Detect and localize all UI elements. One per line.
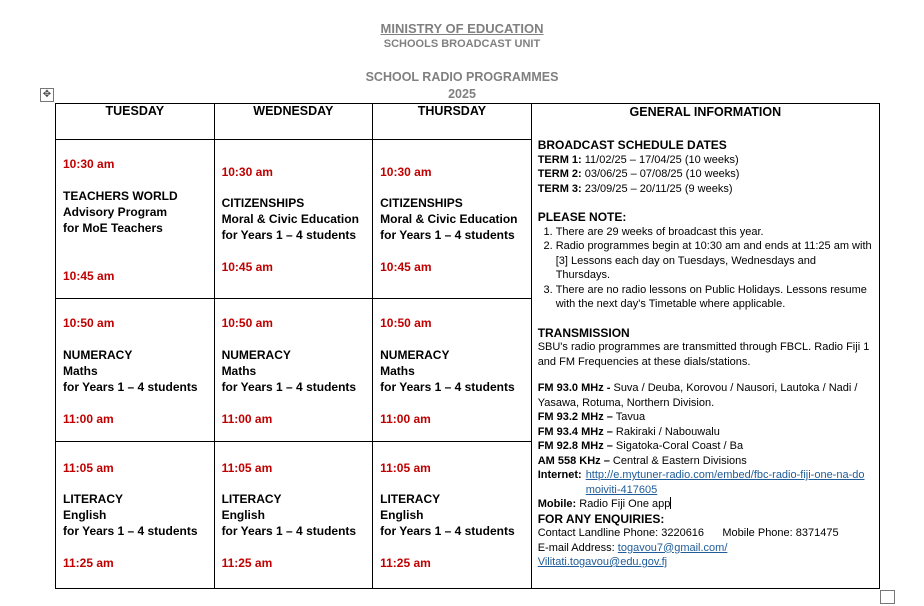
slot-subject: Advisory Program xyxy=(63,205,168,219)
slot-subject: English xyxy=(63,508,107,522)
slot-audience: for Years 1 – 4 students xyxy=(221,380,357,394)
slot-cell xyxy=(373,442,532,589)
slot-end-time: 11:25 am xyxy=(221,556,273,570)
station-line: FM 93.0 MHz - Suva / Deuba, Korovou / Nausori, Lautoka / Nadi / Yasawa, Rotuma, Northern Division. xyxy=(537,382,858,409)
slot-audience: for Years 1 – 4 students xyxy=(380,380,515,394)
slot-subject: English xyxy=(221,508,265,522)
slot-end-time: 11:25 am xyxy=(380,556,431,570)
slot-title: NUMERACY xyxy=(63,348,133,362)
table-resize-handle[interactable] xyxy=(880,590,895,604)
slot-end-time: 11:00 am xyxy=(63,412,114,426)
slot-subject: Maths xyxy=(380,364,415,378)
slot-subject: Moral & Civic Education xyxy=(221,212,359,226)
notes-list xyxy=(538,225,873,312)
internet-line: Internet: http://e.mytuner-radio.com/embed/fbc-radio-fiji-one-na-domoiviti-417605 xyxy=(538,468,873,497)
slot-audience: for Years 1 – 4 students xyxy=(380,228,515,242)
slot-audience: for Years 1 – 4 students xyxy=(63,380,198,394)
email-line-2 xyxy=(538,555,873,570)
contact-line: Contact Landline Phone: 3220616 Mobile Phone: 8371475 xyxy=(537,527,839,539)
slot-start-time: 11:05 am xyxy=(221,461,273,475)
enquiries-heading: FOR ANY ENQUIRIES: xyxy=(537,511,665,526)
schedule-table xyxy=(55,103,880,589)
schedule-dates-heading: BROADCAST SCHEDULE DATES xyxy=(537,138,727,152)
day-header-thursday: THURSDAY xyxy=(373,104,532,140)
slot-subject: Maths xyxy=(63,364,98,378)
station-line: AM 558 KHz – Central & Eastern Divisions xyxy=(537,454,747,467)
slot-subject: English xyxy=(380,508,424,522)
station-line: FM 93.2 MHz – Tavua xyxy=(537,411,646,423)
internet-link[interactable]: http://e.mytuner-radio.com/embed/fbc-radio-fiji-one-na-domoiviti-417605 xyxy=(585,469,865,496)
document-title: SCHOOL RADIO PROGRAMMES xyxy=(365,70,559,84)
station-line: FM 93.4 MHz – Rakiraki / Nabouwalu xyxy=(537,425,720,438)
slot-audience: for MoE Teachers xyxy=(63,221,163,235)
please-note-heading: PLEASE NOTE: xyxy=(537,210,627,224)
note-item: 1. There are 29 weeks of broadcast this year. xyxy=(556,225,873,240)
slot-end-time: 11:00 am xyxy=(380,412,431,426)
slot-audience: for Years 1 – 4 students xyxy=(63,524,198,538)
slot-title: NUMERACY xyxy=(380,348,450,362)
slot-audience: for Years 1 – 4 students xyxy=(221,524,357,538)
slot-start-time: 11:05 am xyxy=(380,461,431,475)
slot-cell xyxy=(214,442,373,589)
general-information-panel xyxy=(531,104,879,589)
slot-end-time: 10:45 am xyxy=(221,260,273,274)
slot-title: CITIZENSHIPS xyxy=(380,196,463,210)
slot-audience: for Years 1 – 4 students xyxy=(380,524,515,538)
slot-title: CITIZENSHIPS xyxy=(221,196,305,210)
slot-start-time: 10:30 am xyxy=(380,165,432,179)
slot-audience: for Years 1 – 4 students xyxy=(221,228,357,242)
slot-cell xyxy=(373,299,532,442)
slot-start-time: 10:50 am xyxy=(221,316,273,330)
slot-subject: Maths xyxy=(221,364,257,378)
day-header-tuesday: TUESDAY xyxy=(56,104,215,140)
table-move-handle-icon[interactable]: ✥ xyxy=(40,88,54,102)
slot-end-time: 11:00 am xyxy=(221,412,273,426)
email-line: E-mail Address: togavou7@gmail.com/ xyxy=(537,541,728,554)
transmission-heading: TRANSMISSION xyxy=(537,325,630,340)
email-link-1[interactable]: togavou7@gmail.com/ xyxy=(617,541,728,554)
ministry-title: MINISTRY OF EDUCATION xyxy=(380,21,544,36)
station-line: FM 92.8 MHz – Sigatoka-Coral Coast / Ba xyxy=(537,440,744,452)
term-line: TERM 2: 03/06/25 – 07/08/25 (10 weeks) xyxy=(537,168,740,180)
general-info-title: GENERAL INFORMATION xyxy=(629,105,782,119)
slot-title: NUMERACY xyxy=(221,348,291,362)
mobile-line: Mobile: Radio Fiji One app xyxy=(537,498,671,510)
slot-start-time: 11:05 am xyxy=(63,461,114,475)
slot-cell xyxy=(214,299,373,442)
email-link-2[interactable]: Vilitati.togavou@edu.gov.fj xyxy=(537,556,668,568)
slot-start-time: 10:30 am xyxy=(221,165,273,179)
slot-cell xyxy=(56,299,215,442)
day-header-wednesday: WEDNESDAY xyxy=(214,104,373,140)
slot-title: LITERACY xyxy=(221,492,282,506)
slot-title: LITERACY xyxy=(63,492,123,506)
slot-cell xyxy=(56,140,215,299)
slot-cell xyxy=(214,140,373,299)
slot-title: LITERACY xyxy=(380,492,441,506)
term-line: TERM 1: 11/02/25 – 17/04/25 (10 weeks) xyxy=(537,153,739,166)
text-cursor xyxy=(670,497,671,509)
slot-subject: Moral & Civic Education xyxy=(380,212,518,226)
note-item: 2. Radio programmes begin at 10:30 am and ends at 11:25 am with [3] Lessons each day on Tuesdays, Wednesdays and Thursdays. xyxy=(556,239,873,283)
unit-title: SCHOOLS BROADCAST UNIT xyxy=(383,38,541,50)
slot-start-time: 10:50 am xyxy=(63,316,115,330)
term-line: TERM 3: 23/09/25 – 20/11/25 (9 weeks) xyxy=(537,182,733,195)
slot-end-time: 10:45 am xyxy=(380,260,432,274)
note-item: 3. There are no radio lessons on Public Holidays. Lessons resume with the next day's Timetable where applicable. xyxy=(556,283,873,312)
slot-cell xyxy=(56,442,215,589)
slot-start-time: 10:50 am xyxy=(380,316,432,330)
slot-title: TEACHERS WORLD xyxy=(63,189,178,203)
transmission-text: SBU's radio programmes are transmitted through FBCL. Radio Fiji 1 and FM Frequencies at these dials/stations. xyxy=(537,341,870,368)
slot-end-time: 11:25 am xyxy=(63,556,114,570)
slot-start-time: 10:30 am xyxy=(63,157,115,171)
slot-cell xyxy=(373,140,532,299)
document-year: 2025 xyxy=(448,87,476,101)
slot-end-time: 10:45 am xyxy=(63,269,115,283)
